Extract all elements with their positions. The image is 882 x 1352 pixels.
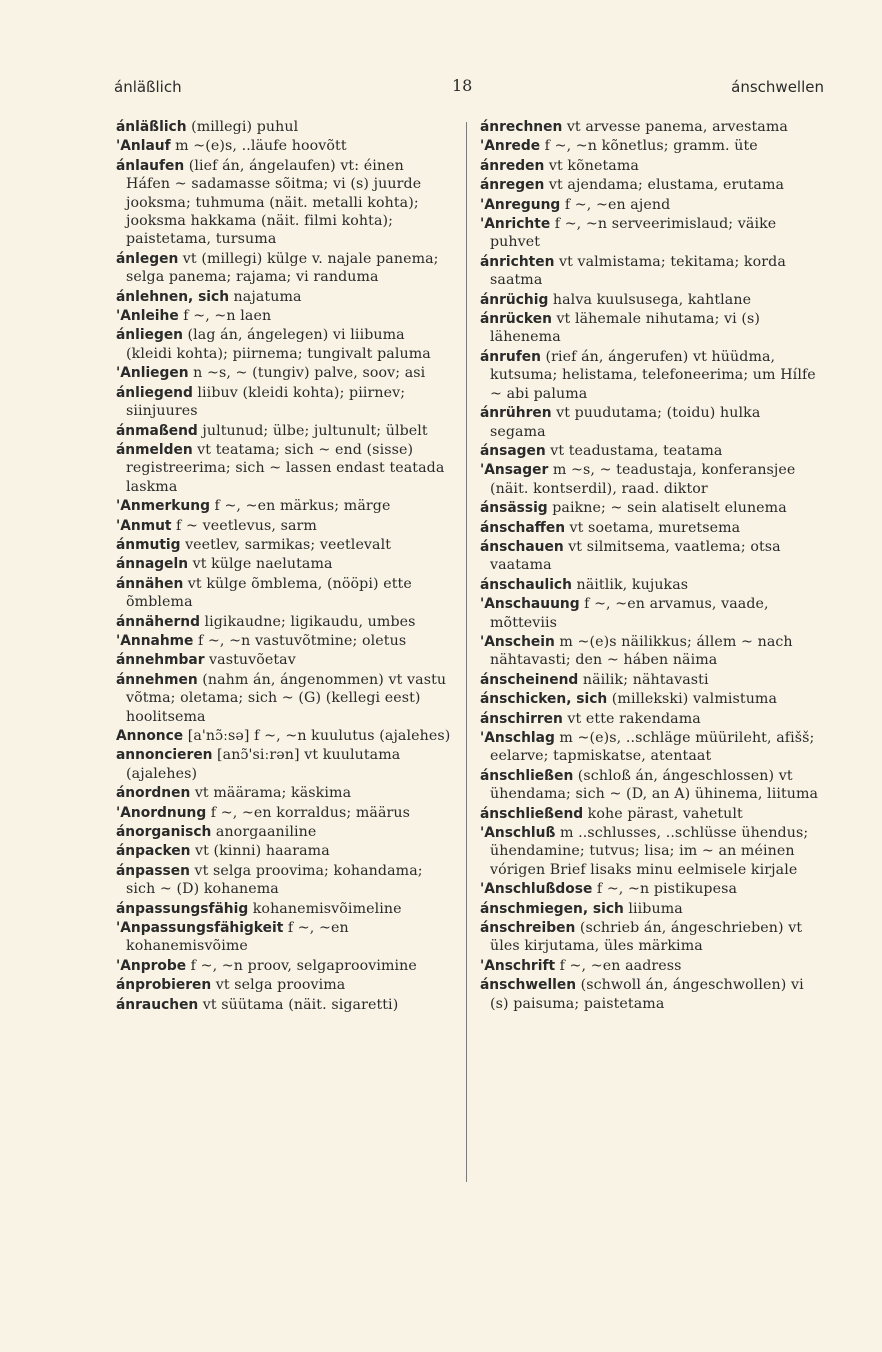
dictionary-entry [480,767,820,804]
entry-definition: vt soetama, muretsema [569,519,741,536]
dictionary-entry [480,461,820,498]
entry-headword: ánnähernd [116,613,200,630]
entry-definition: vt süütama (näit. sigaretti) [202,996,399,1013]
dictionary-entry [116,900,452,918]
dictionary-entry [116,157,452,249]
entry-definition: vt teadustama, teatama [550,442,723,459]
entry-headword: 'Anlauf [116,138,171,155]
entry-definition: vt teatama; sich ~ end (sisse) registreerima; sich ~ lassen endast teatada laskma [126,441,445,495]
entry-definition: anorgaaniline [215,824,317,841]
entry-definition: vt (kinni) haarama [195,843,330,860]
dictionary-entry [116,996,452,1014]
entry-headword: ánpacken [116,843,191,860]
entry-definition: vt puudutama; (toidu) hulka segama [490,405,761,440]
entry-definition: (nahm án, ángenommen) vt vastu võtma; oletama; sich ~ (G) (kellegi eest) hoolitsema [126,671,447,725]
dictionary-entry [480,176,820,194]
entry-definition: [anɔ̃'siːrən] vt kuulutama (ajalehes) [126,747,401,782]
entry-definition: m ~(e)s näilikkus; állem ~ nach nähtavasti; den ~ háben näima [490,633,793,669]
entry-definition: näilik; nähtavasti [582,671,709,688]
entry-headword: ánnageln [116,556,189,573]
entry-definition: f ~, ~n pistikupesa [596,881,738,898]
dictionary-entry [116,957,452,975]
entry-definition: (lag án, ángelegen) vi liibuma (kleidi kohta); piirnema; tungivalt paluma [126,327,431,362]
entry-headword: ánsagen [480,442,546,459]
dictionary-entry [480,404,820,441]
entry-headword: ánschicken, sich [480,691,608,708]
entry-headword: ánmutig [116,536,181,553]
entry-headword: ánlegen [116,250,179,267]
dictionary-entry [480,729,820,766]
column-divider [466,122,467,1182]
entry-headword: ánrichten [480,253,555,270]
dictionary-entry [480,253,820,290]
entry-headword: ánrücken [480,311,552,328]
dictionary-entry [480,824,820,879]
dictionary-entry [480,310,820,347]
entry-headword: ánregen [480,177,545,194]
entry-definition: (millekski) valmistuma [611,691,778,708]
entry-definition: (schloß án, ángeschlossen) vt ühendama; sich ~ (D, an A) ühinema, liituma [490,767,819,803]
dictionary-entry [116,364,452,382]
entry-headword: ánpassen [116,862,190,879]
entry-headword: 'Anschrift [480,957,556,974]
dictionary-entry [116,307,452,325]
dictionary-entry [480,348,820,403]
dictionary-entry [116,326,452,363]
entry-definition: vt määrama; käskima [194,785,352,802]
entry-headword: 'Anschauung [480,596,580,613]
dictionary-entry [116,555,452,573]
dictionary-entry [480,157,820,175]
entry-definition: vt (millegi) külge v. najale panema; selga panema; rajama; vi randuma [126,250,439,286]
entry-headword: ánmaßend [116,422,198,439]
dictionary-entry [480,690,820,708]
dictionary-entry [480,710,820,728]
entry-headword: 'Anschein [480,633,555,650]
entry-definition: f ~, ~n proov, selgaproovimine [190,957,417,974]
entry-headword: Annonce [116,728,184,744]
dictionary-entry [116,517,452,535]
entry-definition: kohanemisvõimeline [252,900,402,917]
entry-definition: f ~, ~en ajend [564,196,671,213]
dictionary-entry [116,118,452,136]
entry-definition: f ~ veetlevus, sarm [176,517,317,534]
entry-definition: vt kõnetama [548,157,639,174]
entry-headword: ánschreiben [480,920,576,937]
dictionary-entry [480,976,820,1013]
dictionary-entry [480,633,820,670]
entry-definition: vt arvesse panema, arvestama [566,119,788,135]
dictionary-entry [480,576,820,594]
dictionary-entry [116,862,452,899]
dictionary-entry [116,651,452,669]
entry-headword: ánschauen [480,538,564,555]
page-header [0,74,882,100]
entry-headword: 'Anmut [116,517,172,534]
entry-definition: jultunud; ülbe; jultunult; ülbelt [202,422,428,439]
entry-definition: vt silmitsema, vaatlema; otsa vaatama [490,538,781,574]
dictionary-entry [480,900,820,918]
dictionary-entry [480,118,820,136]
entry-headword: ánlehnen, sich [116,288,230,305]
entry-headword: ánschaulich [480,576,572,593]
dictionary-entry [116,441,452,496]
entry-definition: vt ajendama; elustama, erutama [548,177,785,194]
dictionary-entry [116,613,452,631]
entry-headword: ánrüchig [480,291,549,308]
dictionary-entry [480,499,820,517]
page-number: 18 [452,76,473,95]
header-first-entry: ánläßlich [114,78,182,96]
entry-definition: vt valmistama; tekitama; korda saatma [490,253,786,289]
dictionary-entry [480,671,820,689]
dictionary-entry [116,919,452,956]
entry-headword: 'Anrede [480,138,541,155]
entry-headword: ánmelden [116,441,193,458]
entry-definition: kohe pärast, vahetult [587,805,743,822]
entry-headword: 'Ansager [480,462,549,479]
entry-definition: f ~, ~n laen [183,308,272,325]
dictionary-entry [116,384,452,421]
entry-definition: (schwoll án, ángeschwollen) vi (s) paisuma; paistetama [490,977,804,1012]
entry-definition: najatuma [233,288,302,305]
dictionary-entry [480,196,820,214]
dictionary-entry [480,519,820,537]
entry-headword: ánscheinend [480,671,579,688]
entry-definition: vastuvõetav [209,652,296,669]
dictionary-entry [116,497,452,515]
entry-headword: 'Anpassungsfähigkeit [116,920,284,937]
entry-headword: 'Anmerkung [116,498,210,515]
dictionary-entry [480,880,820,898]
entry-definition: f ~, ~en märkus; märge [214,498,391,515]
dictionary-entry [116,804,452,822]
entry-definition: (lief án, ángelaufen) vt: éinen Háfen ~ sadamasse sõitma; vi (s) juurde jooksma; tuhmuma (näit. metalli kohta); jooksma hakkama (näit. filmi kohta); paistetama, tursuma [126,157,422,248]
dictionary-entry [116,536,452,554]
entry-definition: f ~, ~en aadress [559,957,682,974]
entry-headword: annoncieren [116,747,213,764]
entry-definition: m ~(e)s, ..schläge müürileht, afišš; eelarve; tapmiskatse, atentaat [490,730,815,765]
entry-definition: vt külge naelutama [192,556,333,573]
entry-headword: 'Anschlußdose [480,881,593,898]
entry-definition: liibuma [628,900,683,917]
entry-headword: ánnehmen [116,671,198,688]
entry-definition: vt lähemale nihutama; vi (s) lähenema [490,311,761,346]
entry-headword: 'Anrichte [480,216,551,233]
entry-definition: f ~, ~n serveerimislaud; väike puhvet [490,216,777,251]
entry-definition: [a'nɔ̃ːsə] f ~, ~n kuulutus (ajalehes) [187,728,451,744]
entry-headword: ánsässig [480,500,548,517]
entry-headword: ánschirren [480,710,563,727]
entry-definition: veetlev, sarmikas; veetlevalt [185,536,392,553]
dictionary-entry [480,957,820,975]
entry-headword: ánschwellen [480,977,577,994]
dictionary-entry [116,632,452,650]
right-column [480,118,820,1014]
entry-definition: f ~, ~en kohanemisvõime [126,920,349,955]
entry-definition: (schrieb án, ángeschrieben) vt üles kirjutama, üles märkima [490,920,803,955]
dictionary-entry [116,671,452,726]
entry-definition: vt selga proovima [215,977,346,994]
entry-headword: 'Anschluß [480,825,556,842]
entry-headword: ánnähen [116,575,184,592]
entry-definition: näitlik, kujukas [576,576,689,593]
dictionary-entry [480,215,820,252]
entry-definition: (millegi) puhul [191,119,299,135]
entry-headword: ánschaffen [480,519,566,536]
dictionary-entry [480,595,820,632]
dictionary-entry [116,784,452,802]
header-last-entry: ánschwellen [731,78,824,96]
dictionary-entry [480,291,820,309]
entry-headword: 'Anordnung [116,804,207,821]
dictionary-entry [116,746,452,783]
entry-headword: ánschmiegen, sich [480,900,624,917]
dictionary-entry [116,727,452,745]
entry-definition: m ..schlusses, ..schlüsse ühendus; ühendamine; tutvus; lisa; im ~ an méinen vórigen Brief lisaks minu eelmisele kirjale [490,825,809,878]
entry-headword: 'Anregung [480,196,561,213]
entry-definition: vt ette rakendama [567,710,701,727]
entry-headword: ánliegen [116,327,184,344]
entry-definition: f ~, ~n kõnetlus; gramm. üte [544,138,758,155]
entry-definition: f ~, ~en arvamus, vaade, mõtteviis [490,596,769,631]
dictionary-entry [480,442,820,460]
dictionary-entry [116,823,452,841]
entry-definition: n ~s, ~ (tungiv) palve, soov; asi [193,365,426,382]
entry-definition: liibuv (kleidi kohta); piirnev; siinjuures [126,384,406,420]
dictionary-entry [480,919,820,956]
entry-headword: ánorganisch [116,824,212,841]
entry-headword: 'Annahme [116,632,194,649]
entry-headword: ánreden [480,157,545,174]
dictionary-entry [116,976,452,994]
entry-definition: m ~(e)s, ..läufe hoovõtt [175,138,347,155]
entry-headword: ánnehmbar [116,652,205,669]
entry-headword: ánliegend [116,384,193,401]
entry-headword: 'Anprobe [116,957,187,974]
entry-headword: 'Anschlag [480,730,555,746]
entry-headword: ánpassungsfähig [116,900,249,917]
entry-definition: f ~, ~n vastuvõtmine; oletus [197,632,407,649]
entry-definition: halva kuulsusega, kahtlane [552,291,752,308]
entry-headword: ánschließen [480,767,574,784]
entry-definition: ligikaudne; ligikaudu, umbes [204,613,416,630]
entry-definition: (rief án, ángerufen) vt hüüdma, kutsuma; helistama, telefoneerima; um Hílfe ~ abi paluma [490,348,816,402]
entry-definition: vt selga proovima; kohandama; sich ~ (D) kohanema [126,862,423,898]
entry-headword: ánrechnen [480,119,563,135]
dictionary-entry [116,288,452,306]
dictionary-entry [116,250,452,287]
entry-headword: ánordnen [116,785,191,802]
dictionary-entry [480,137,820,155]
entry-headword: ánprobieren [116,977,212,994]
entry-headword: ánschließend [480,805,584,822]
entry-definition: f ~, ~en korraldus; määrus [210,804,411,821]
entry-definition: m ~s, ~ teadustaja, konferansjee (näit. kontserdil), raad. diktor [490,462,796,497]
dictionary-entry [480,538,820,575]
dictionary-entry [116,575,452,612]
entry-headword: ánrühren [480,405,552,422]
entry-definition: paikne; ~ sein alatiselt elunema [552,500,787,517]
entry-headword: ánläßlich [116,119,187,135]
entry-definition: vt külge õmblema, (nööpi) ette õmblema [126,575,412,611]
entry-headword: 'Anliegen [116,365,189,382]
dictionary-entry [480,805,820,823]
entry-headword: ánlaufen [116,157,185,174]
dictionary-entry [116,842,452,860]
dictionary-entry [116,422,452,440]
dictionary-entry [116,137,452,155]
entry-headword: ánrufen [480,348,541,365]
entry-headword: ánrauchen [116,996,199,1013]
left-column [116,118,452,1015]
entry-headword: 'Anleihe [116,308,179,325]
